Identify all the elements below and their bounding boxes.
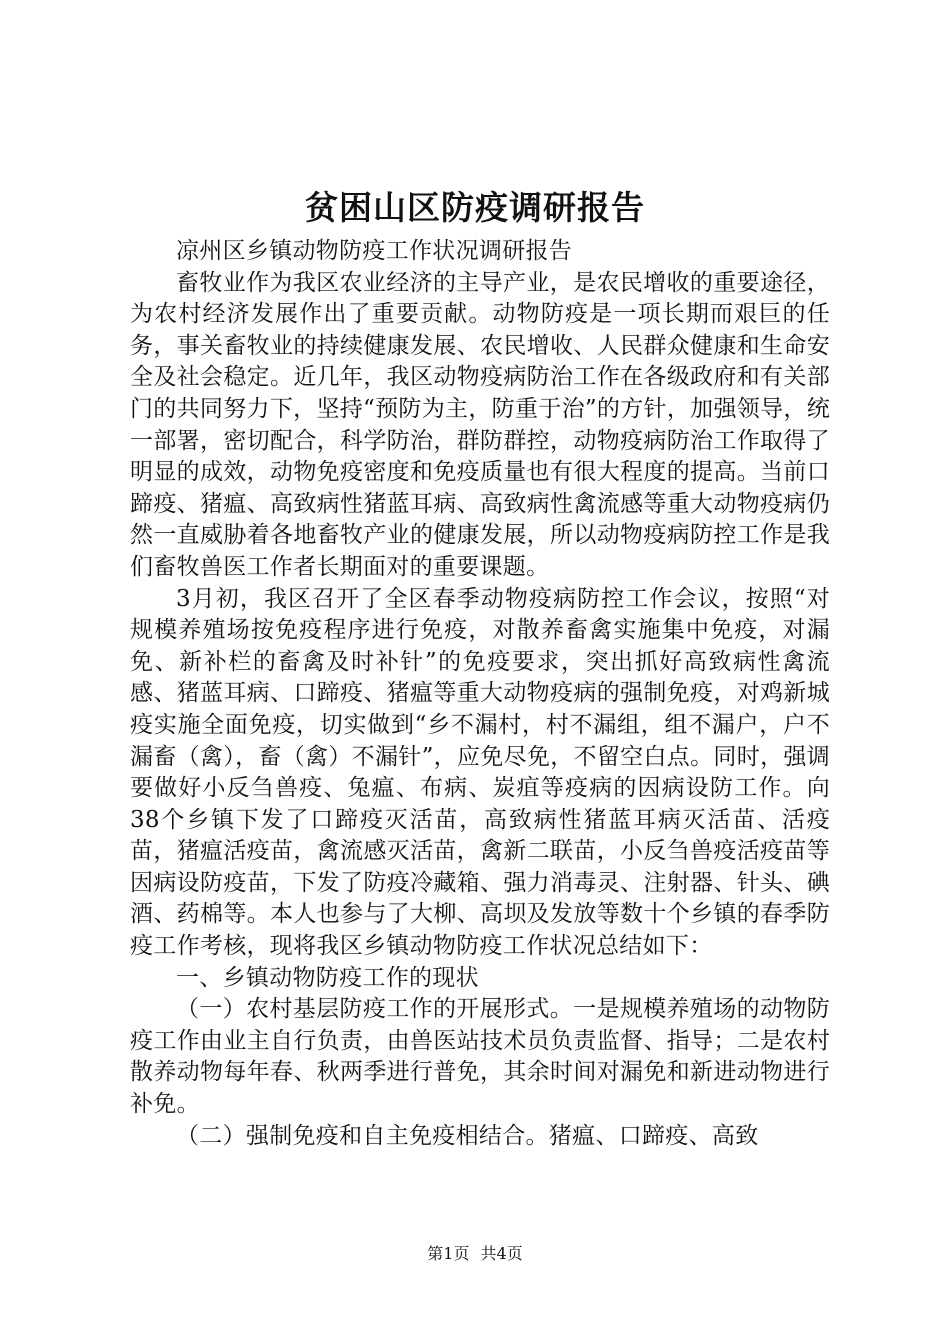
report-subtitle: 凉州区乡镇动物防疫工作状况调研报告 xyxy=(176,238,573,264)
paragraph-intro: 畜牧业作为我区农业经济的主导产业，是农民增收的重要途径，为农村经济发展作出了重要贡献。动物防疫是一项长期而艰巨的任务，事关畜牧业的持续健康发展、农民增收、人民群众健康和生命安全及社会稳定。近几年，我区动物疫病防治工作在各级政府和有关部门的共同努力下，坚持“预防为主，防重于治”的方针，加强领导，统一部署，密切配合，科学防治，群防群控，动物疫病防治工作取得了明显的成效，动物免疫密度和免疫质量也有很大程度的提高。当前口蹄疫、猪瘟、高致病性猪蓝耳病、高致病性禽流感等重大动物疫病仍然一直威胁着各地畜牧产业的健康发展，所以动物疫病防控工作是我们畜牧兽医工作者长期面对的重要课题。 xyxy=(130,269,830,580)
paragraph-march-meeting: 3月初，我区召开了全区春季动物疫病防控工作会议，按照“对规模养殖场按免疫程序进行免疫，对散养畜禽实施集中免疫，对漏免、新补栏的畜禽及时补针”的免疫要求，突出抓好高致病性禽流感、猪蓝耳病、口蹄疫、猪瘟等重大动物疫病的强制免疫，对鸡新城疫实施全面免疫，切实做到“乡不漏村，村不漏组，组不漏户，户不漏畜（禽），畜（禽）不漏针”，应免尽免，不留空白点。同时，强调要做好小反刍兽疫、兔瘟、布病、炭疽等疫病的因病设防工作。向38个乡镇下发了口蹄疫灭活苗，高致病性猪蓝耳病灭活苗、活疫苗，猪瘟活疫苗，禽流感灭活苗，禽新二联苗，小反刍兽疫活疫苗等因病设防疫苗，下发了防疫冷藏箱、强力消毒灵、注射器、针头、碘酒、药棉等。本人也参与了大柳、高坝及发放等数十个乡镇的春季防疫工作考核，现将我区乡镇动物防疫工作状况总结如下： xyxy=(130,585,830,960)
section-heading-current-status: 一、乡镇动物防疫工作的现状 xyxy=(176,964,479,991)
page-footer xyxy=(0,1242,950,1266)
paragraph-subsection-1: （一）农村基层防疫工作的开展形式。一是规模养殖场的动物防疫工作由业主自行负责，由兽医站技术员负责监督、指导；二是农村散养动物每年春、秋两季进行普免，其余时间对漏免和新进动物进行补免。 xyxy=(130,996,830,1118)
page-number: 第1页 xyxy=(427,1244,470,1263)
document-body xyxy=(130,236,830,1152)
paragraph-subsection-2: （二）强制免疫和自主免疫相结合。猪瘟、口蹄疫、高致 xyxy=(176,1122,759,1149)
page-total: 共4页 xyxy=(480,1244,523,1263)
document-title: 贫困山区防疫调研报告 xyxy=(305,188,645,227)
